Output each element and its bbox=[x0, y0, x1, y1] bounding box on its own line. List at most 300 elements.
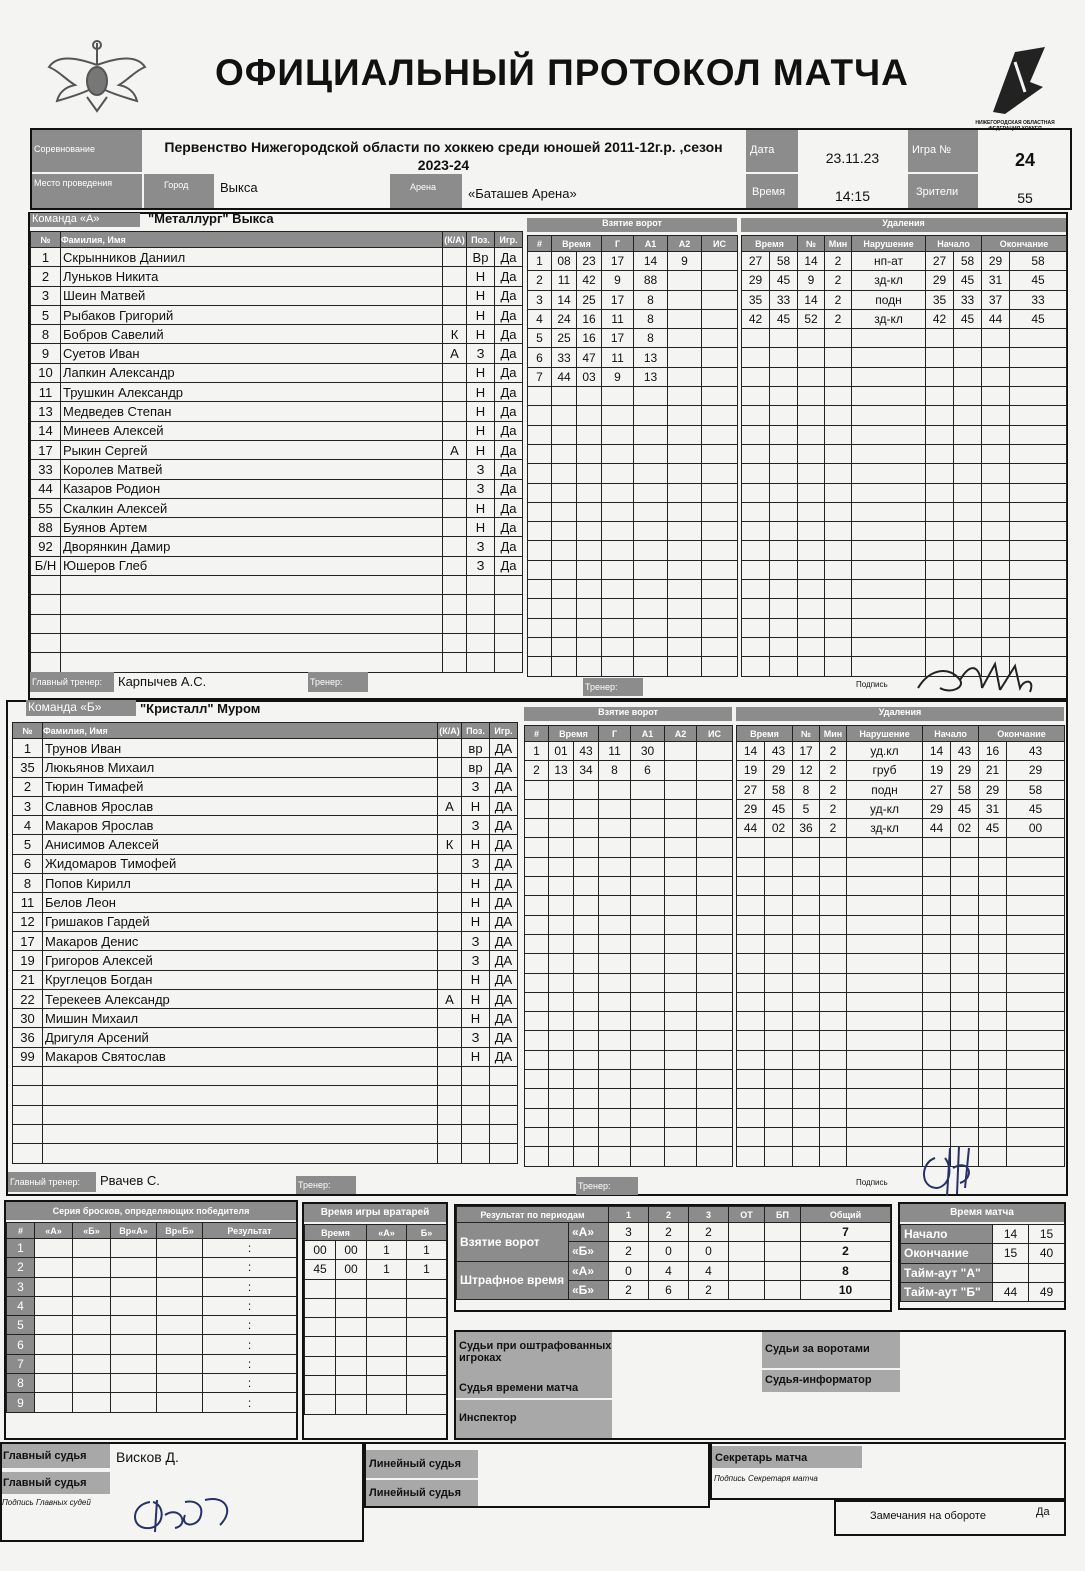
goal-is bbox=[697, 1031, 733, 1050]
pen-minutes bbox=[820, 1108, 847, 1127]
goalie-minute bbox=[305, 1376, 336, 1395]
shootout-cell bbox=[35, 1258, 73, 1277]
penalty-row bbox=[737, 896, 1065, 915]
pen-end-sec bbox=[1007, 915, 1065, 934]
player-number bbox=[13, 1105, 43, 1124]
penalty-row bbox=[742, 444, 1067, 463]
goal-minute bbox=[552, 444, 577, 463]
goal-is bbox=[702, 657, 738, 676]
pen-minute bbox=[737, 915, 765, 934]
player-position: Н bbox=[462, 835, 490, 854]
goal-second bbox=[577, 464, 602, 483]
player-number: 44 bbox=[31, 479, 61, 498]
shootout-cell bbox=[157, 1354, 203, 1373]
goal-number bbox=[528, 502, 552, 521]
player-played bbox=[495, 614, 523, 633]
goal-is bbox=[697, 1012, 733, 1031]
pen-violation bbox=[847, 838, 923, 857]
pen-player bbox=[793, 1147, 820, 1166]
pen-start-min bbox=[923, 934, 951, 953]
pen-minutes bbox=[825, 483, 852, 502]
goal-assist1 bbox=[634, 618, 668, 637]
goal-assist1: 13 bbox=[634, 348, 668, 367]
pen-second bbox=[765, 954, 793, 973]
pen-player bbox=[793, 1050, 820, 1069]
arena: «Баташев Арена» bbox=[468, 186, 577, 201]
goal-is bbox=[697, 819, 733, 838]
shootout-cell bbox=[111, 1277, 157, 1296]
penalty-row bbox=[742, 580, 1067, 599]
goal-assist1 bbox=[634, 599, 668, 618]
goal-number: 2 bbox=[525, 761, 549, 780]
penalty-row bbox=[742, 464, 1067, 483]
arena-label: Арена bbox=[390, 174, 462, 208]
player-name bbox=[61, 653, 443, 672]
player-number: Б/Н bbox=[31, 556, 61, 575]
player-played: Да bbox=[495, 286, 523, 305]
pen-player bbox=[798, 483, 825, 502]
shootout-row-number: 3 bbox=[7, 1277, 35, 1296]
goal-row bbox=[528, 425, 738, 444]
player-number: 13 bbox=[31, 402, 61, 421]
goal-row bbox=[525, 896, 733, 915]
goal-minute bbox=[549, 973, 574, 992]
goal-is bbox=[702, 406, 738, 425]
pen-second: 33 bbox=[770, 290, 798, 309]
player-played: ДА bbox=[490, 835, 518, 854]
pen-end-sec bbox=[1007, 857, 1065, 876]
team-b-roster bbox=[12, 722, 518, 1164]
goals-a-so bbox=[765, 1223, 801, 1242]
player-captain bbox=[443, 537, 467, 556]
penalty-row bbox=[737, 780, 1065, 799]
pen-end-sec bbox=[1010, 541, 1067, 560]
pen-minute bbox=[742, 522, 770, 541]
pen-minutes bbox=[820, 1012, 847, 1031]
pen-violation: уд-кл bbox=[847, 799, 923, 818]
pen-end-sec bbox=[1010, 425, 1067, 444]
goal-minute bbox=[549, 1147, 574, 1166]
goal-second bbox=[577, 387, 602, 406]
shootout-col-a: «А» bbox=[35, 1223, 73, 1239]
pen-end-sec bbox=[1007, 1031, 1065, 1050]
player-captain bbox=[443, 460, 467, 479]
pen-end-sec bbox=[1010, 329, 1067, 348]
pen-second bbox=[765, 1147, 793, 1166]
player-row bbox=[13, 951, 518, 970]
goals-a-ot bbox=[729, 1223, 765, 1242]
goal-assist1 bbox=[634, 657, 668, 676]
goal-number: 5 bbox=[528, 329, 552, 348]
goalie-second bbox=[336, 1318, 367, 1337]
pen-minute bbox=[737, 1127, 765, 1146]
pen-col-time: Время bbox=[737, 726, 793, 742]
goal-assist2 bbox=[668, 406, 702, 425]
goal-second bbox=[574, 896, 599, 915]
player-position: З bbox=[467, 556, 495, 575]
goal-second bbox=[577, 580, 602, 599]
team-a-penalties-table bbox=[741, 235, 1067, 677]
goal-assist2 bbox=[668, 271, 702, 290]
pen-end-min bbox=[979, 838, 1007, 857]
player-name: Казаров Родион bbox=[61, 479, 443, 498]
goal-row bbox=[528, 657, 738, 676]
linesman2-label: Линейный судья bbox=[366, 1480, 478, 1506]
goal-scorer bbox=[602, 425, 634, 444]
shootout-cell: : bbox=[203, 1277, 297, 1296]
emblem-logo bbox=[45, 35, 150, 115]
pen-minutes bbox=[825, 580, 852, 599]
player-position: Н bbox=[467, 402, 495, 421]
goal-assist2: 9 bbox=[668, 252, 702, 271]
penalty-row bbox=[742, 309, 1067, 328]
pen-player bbox=[798, 367, 825, 386]
goal-is bbox=[697, 1108, 733, 1127]
match-time-row bbox=[901, 1244, 1065, 1263]
goal-number bbox=[525, 1147, 549, 1166]
player-captain bbox=[443, 518, 467, 537]
player-name bbox=[61, 595, 443, 614]
goal-number bbox=[525, 1108, 549, 1127]
pen-player bbox=[793, 915, 820, 934]
pim-a-ot bbox=[729, 1261, 765, 1280]
goalie-minute: 45 bbox=[305, 1260, 336, 1279]
shootout-row bbox=[7, 1374, 297, 1393]
pen-minute bbox=[742, 599, 770, 618]
pen-second bbox=[770, 541, 798, 560]
goal-second: 43 bbox=[574, 742, 599, 761]
goalie-b bbox=[407, 1356, 447, 1375]
goalie-b bbox=[407, 1298, 447, 1317]
pen-end-sec bbox=[1010, 464, 1067, 483]
pen-minutes: 2 bbox=[820, 799, 847, 818]
pen-start-min: 29 bbox=[923, 799, 951, 818]
pen-minute bbox=[742, 483, 770, 502]
pen-minutes bbox=[825, 541, 852, 560]
player-name bbox=[43, 1124, 438, 1143]
goal-assist2 bbox=[668, 444, 702, 463]
shootout-cell bbox=[73, 1296, 111, 1315]
player-name: Юшеров Глеб bbox=[61, 556, 443, 575]
match-time-title: Время матча bbox=[900, 1204, 1064, 1222]
pen-start-sec bbox=[954, 560, 982, 579]
pen-end-min bbox=[982, 348, 1010, 367]
pim-b-ot bbox=[729, 1280, 765, 1299]
goal-second bbox=[577, 502, 602, 521]
shootout-cell bbox=[35, 1277, 73, 1296]
goal-number bbox=[525, 1012, 549, 1031]
pen-second bbox=[765, 1127, 793, 1146]
player-captain bbox=[438, 1028, 462, 1047]
shootout-cell bbox=[73, 1316, 111, 1335]
pen-end-min bbox=[982, 522, 1010, 541]
goal-is bbox=[702, 522, 738, 541]
player-position: Н bbox=[467, 518, 495, 537]
shootout-row bbox=[7, 1393, 297, 1412]
pen-end-sec bbox=[1007, 1108, 1065, 1127]
goal-scorer bbox=[599, 973, 631, 992]
goal-minute: 11 bbox=[552, 271, 577, 290]
pen-minutes bbox=[825, 657, 852, 676]
goal-assist2 bbox=[668, 522, 702, 541]
player-played bbox=[495, 576, 523, 595]
pen-start-min bbox=[926, 329, 954, 348]
pen-player bbox=[793, 877, 820, 896]
penalty-row bbox=[742, 387, 1067, 406]
goal-is bbox=[697, 954, 733, 973]
pen-second bbox=[770, 560, 798, 579]
pen-start-min bbox=[923, 1108, 951, 1127]
team-a-name: "Металлург" Выкса bbox=[148, 211, 274, 226]
player-captain bbox=[443, 363, 467, 382]
goal-assist2 bbox=[665, 838, 697, 857]
pen-end-sec bbox=[1007, 1127, 1065, 1146]
penalty-row bbox=[742, 271, 1067, 290]
pen-violation bbox=[847, 934, 923, 953]
pen-minute: 42 bbox=[742, 309, 770, 328]
goal-minute bbox=[549, 857, 574, 876]
pim-a-p3: 4 bbox=[689, 1261, 729, 1280]
pen-end-sec bbox=[1010, 522, 1067, 541]
pen-second bbox=[765, 1050, 793, 1069]
goal-scorer bbox=[602, 444, 634, 463]
player-played: ДА bbox=[490, 796, 518, 815]
goalie-b: 1 bbox=[407, 1241, 447, 1260]
goal-assist2 bbox=[668, 618, 702, 637]
pen-minutes bbox=[825, 406, 852, 425]
goal-minute bbox=[552, 560, 577, 579]
shootout-cell bbox=[73, 1393, 111, 1412]
pen-minutes bbox=[825, 522, 852, 541]
goal-second bbox=[577, 541, 602, 560]
goal-number bbox=[525, 1050, 549, 1069]
pen-col-time: Время bbox=[742, 236, 798, 252]
goal-scorer bbox=[602, 406, 634, 425]
pim-a-so bbox=[765, 1261, 801, 1280]
goal-row bbox=[528, 329, 738, 348]
pen-second bbox=[765, 1031, 793, 1050]
period-3: 3 bbox=[689, 1207, 729, 1223]
player-number: 17 bbox=[31, 440, 61, 459]
shootout-row bbox=[7, 1335, 297, 1354]
pim-b-so bbox=[765, 1280, 801, 1299]
goal-assist2 bbox=[665, 1031, 697, 1050]
team-a-goals-table bbox=[527, 235, 738, 677]
shootout-cell bbox=[157, 1277, 203, 1296]
penalty-row bbox=[737, 954, 1065, 973]
pen-minute bbox=[742, 541, 770, 560]
pen-minute bbox=[737, 896, 765, 915]
pen-minute bbox=[737, 1031, 765, 1050]
goal-row bbox=[525, 761, 733, 780]
player-number: 5 bbox=[13, 835, 43, 854]
pen-start-sec bbox=[954, 367, 982, 386]
goal-scorer: 11 bbox=[602, 348, 634, 367]
goal-second bbox=[574, 973, 599, 992]
penalty-row bbox=[742, 406, 1067, 425]
pen-col-start: Начало bbox=[923, 726, 979, 742]
goal-scorer: 11 bbox=[602, 309, 634, 328]
match-time-row bbox=[901, 1225, 1065, 1244]
pen-minutes: 2 bbox=[820, 819, 847, 838]
player-number bbox=[31, 595, 61, 614]
goal-row bbox=[525, 934, 733, 953]
player-name: Рыбаков Григорий bbox=[61, 305, 443, 324]
pen-end-sec bbox=[1010, 348, 1067, 367]
goal-second: 25 bbox=[577, 290, 602, 309]
shootout-cell bbox=[35, 1335, 73, 1354]
goal-number bbox=[528, 560, 552, 579]
pen-minute bbox=[737, 877, 765, 896]
player-row bbox=[13, 970, 518, 989]
referee2-label: Главный судья bbox=[0, 1472, 110, 1494]
goal-assist2 bbox=[665, 973, 697, 992]
pen-player bbox=[798, 522, 825, 541]
goal-col-g: Г bbox=[602, 236, 634, 252]
pen-end-min bbox=[982, 406, 1010, 425]
player-row bbox=[13, 1086, 518, 1105]
player-row bbox=[13, 893, 518, 912]
pen-minutes: 2 bbox=[820, 742, 847, 761]
pen-end-sec bbox=[1010, 637, 1067, 656]
player-row bbox=[31, 633, 523, 652]
pen-player: 5 bbox=[793, 799, 820, 818]
col-name: Фамилия, Имя bbox=[61, 232, 443, 248]
pen-minute bbox=[742, 580, 770, 599]
player-number bbox=[13, 1086, 43, 1105]
player-row bbox=[31, 537, 523, 556]
pen-minute: 14 bbox=[737, 742, 765, 761]
goal-number bbox=[525, 838, 549, 857]
player-played: ДА bbox=[490, 893, 518, 912]
player-position bbox=[462, 1144, 490, 1163]
goal-second bbox=[574, 954, 599, 973]
pen-start-min bbox=[923, 1089, 951, 1108]
goal-assist2 bbox=[665, 761, 697, 780]
goalie-minute: 00 bbox=[305, 1241, 336, 1260]
match-time-table bbox=[900, 1224, 1065, 1302]
pen-end-min: 31 bbox=[979, 799, 1007, 818]
goal-assist2 bbox=[668, 657, 702, 676]
pen-minutes bbox=[820, 1127, 847, 1146]
shootout-cell bbox=[157, 1296, 203, 1315]
pen-start-min bbox=[923, 1012, 951, 1031]
goalie-minute bbox=[305, 1395, 336, 1414]
shootout-cell: : bbox=[203, 1393, 297, 1412]
player-captain bbox=[438, 739, 462, 758]
pen-start-min bbox=[926, 425, 954, 444]
goalie-row bbox=[305, 1298, 447, 1317]
pen-start-sec bbox=[951, 877, 979, 896]
goal-col-g: Г bbox=[599, 726, 631, 742]
goalie-a: 1 bbox=[367, 1260, 407, 1279]
pen-player bbox=[793, 1089, 820, 1108]
pim-a-total: 8 bbox=[801, 1261, 891, 1280]
goal-is bbox=[697, 1147, 733, 1166]
goal-minute bbox=[549, 1050, 574, 1069]
goal-number: 1 bbox=[525, 742, 549, 761]
pen-end-min bbox=[982, 483, 1010, 502]
goals-a-p3: 2 bbox=[689, 1223, 729, 1242]
player-played bbox=[490, 1144, 518, 1163]
team-a-roster bbox=[30, 231, 523, 673]
goal-col-a2: А2 bbox=[665, 726, 697, 742]
pen-second bbox=[765, 915, 793, 934]
player-number: 11 bbox=[13, 893, 43, 912]
pen-start-min bbox=[923, 915, 951, 934]
player-played: ДА bbox=[490, 874, 518, 893]
pen-player bbox=[793, 1031, 820, 1050]
pen-minutes: 2 bbox=[820, 780, 847, 799]
shootout-col-result: Результат bbox=[203, 1223, 297, 1239]
goal-assist1 bbox=[631, 838, 665, 857]
goal-row bbox=[525, 1147, 733, 1166]
team-b-signature bbox=[915, 1138, 985, 1200]
pen-second bbox=[770, 580, 798, 599]
pen-minutes bbox=[820, 857, 847, 876]
pen-start-sec bbox=[954, 483, 982, 502]
team-a-goals-header: Взятие ворот bbox=[527, 218, 737, 232]
player-name: Трушкин Александр bbox=[61, 383, 443, 402]
goalie-a bbox=[367, 1318, 407, 1337]
player-position: Н bbox=[462, 989, 490, 1008]
pen-second bbox=[770, 618, 798, 637]
pen-violation bbox=[852, 483, 926, 502]
pen-start-min bbox=[926, 541, 954, 560]
penalty-row bbox=[742, 637, 1067, 656]
player-played: Да bbox=[495, 305, 523, 324]
goal-is bbox=[697, 973, 733, 992]
shootout-row-number: 2 bbox=[7, 1258, 35, 1277]
pen-player bbox=[793, 1012, 820, 1031]
remarks-value: Да bbox=[1036, 1506, 1050, 1518]
match-time-min: 44 bbox=[993, 1282, 1029, 1301]
goal-minute bbox=[549, 896, 574, 915]
pen-end-sec bbox=[1010, 387, 1067, 406]
shootout-row-number: 9 bbox=[7, 1393, 35, 1412]
player-captain: А bbox=[438, 796, 462, 815]
penalty-row bbox=[737, 838, 1065, 857]
goals-row-label: Взятие ворот bbox=[457, 1223, 569, 1262]
goal-col-is: ИС bbox=[702, 236, 738, 252]
pen-end-sec bbox=[1010, 580, 1067, 599]
goal-is bbox=[697, 799, 733, 818]
pim-team-b-label: «Б» bbox=[569, 1280, 609, 1299]
player-row bbox=[31, 267, 523, 286]
player-number: 3 bbox=[13, 796, 43, 815]
penalty-row bbox=[742, 483, 1067, 502]
pen-start-min bbox=[923, 896, 951, 915]
pen-violation bbox=[847, 973, 923, 992]
pen-end-sec bbox=[1007, 1147, 1065, 1166]
col-number: № bbox=[13, 723, 43, 739]
pen-violation bbox=[847, 857, 923, 876]
col-position: Поз. bbox=[467, 232, 495, 248]
pen-start-sec bbox=[951, 954, 979, 973]
player-name: Славнов Ярослав bbox=[43, 796, 438, 815]
pen-start-min bbox=[923, 838, 951, 857]
player-row bbox=[13, 758, 518, 777]
goal-number bbox=[525, 934, 549, 953]
goal-minute bbox=[549, 954, 574, 973]
shootout-cell bbox=[111, 1354, 157, 1373]
goalie-b bbox=[407, 1318, 447, 1337]
team-b-head-coach-label: Главный тренер: bbox=[8, 1172, 96, 1192]
goal-minute: 24 bbox=[552, 309, 577, 328]
match-time-min: 14 bbox=[993, 1225, 1029, 1244]
match-time-min: 15 bbox=[993, 1244, 1029, 1263]
goal-assist2 bbox=[665, 1070, 697, 1089]
